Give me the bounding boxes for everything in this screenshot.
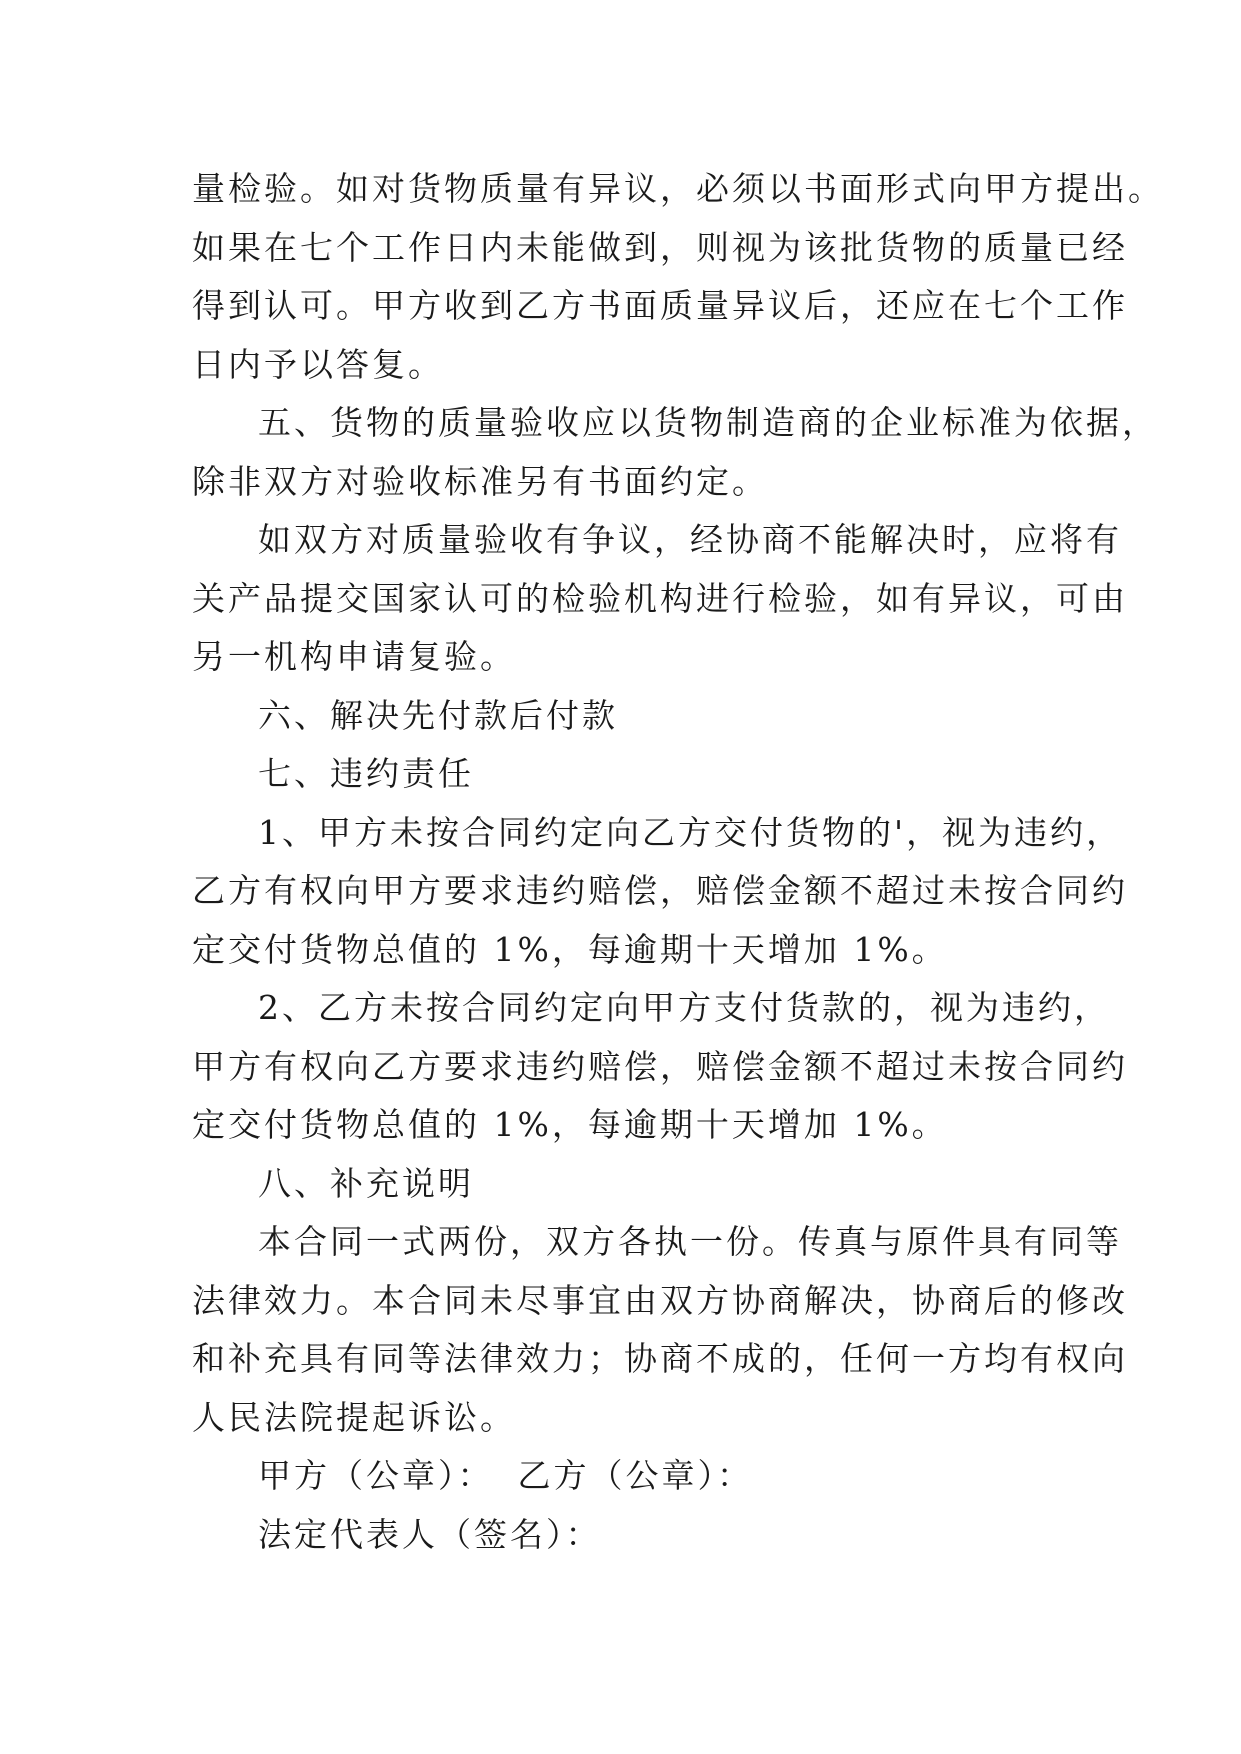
party-b-seal-label: 乙方（公章）：: [517, 1456, 753, 1495]
text-line: 日内予以答复。: [192, 344, 444, 384]
text-line: 定交付货物总值的 1%，每逾期十天增加 1%。: [192, 1105, 948, 1144]
heading-clause-six: [192, 687, 1052, 746]
text-line: 七、违约责任: [258, 754, 474, 793]
text-line: 法律效力。本合同未尽事宜由双方协商解决，协商后的修改: [192, 1280, 1128, 1320]
text-line: 如双方对质量验收有争议，经协商不能解决时，应将有: [258, 520, 1122, 559]
text-line: 八、补充说明: [258, 1163, 474, 1203]
text-line: 如果在七个工作日内未能做到，则视为该批货物的质量已经: [192, 227, 1128, 267]
text-line: 得到认可。甲方收到乙方书面质量异议后，还应在七个工作: [192, 286, 1128, 325]
text-line: 量检验。如对货物质量有异议，必须以书面形式向甲方提出。: [192, 169, 1164, 208]
heading-clause-seven: [192, 745, 1052, 804]
paragraph-quality-inspection: [192, 160, 1164, 394]
text-line: 甲方有权向乙方要求违约赔偿，赔偿金额不超过未按合同约: [192, 1046, 1128, 1086]
legal-representative-line: [192, 1506, 1052, 1565]
heading-clause-eight: [192, 1155, 1052, 1214]
text-line: 六、解决先付款后付款: [258, 695, 618, 735]
text-line: 2、乙方未按合同约定向甲方支付货款的，视为违约，: [258, 988, 1110, 1027]
paragraph-breach-party-a: [192, 804, 1128, 980]
text-line: 和补充具有同等法律效力；协商不成的，任何一方均有权向: [192, 1339, 1128, 1378]
text-line: 乙方有权向甲方要求违约赔偿，赔偿金额不超过未按合同约: [192, 871, 1128, 910]
text-line: 定交付货物总值的 1%，每逾期十天增加 1%。: [192, 929, 948, 969]
paragraph-clause-five: [192, 394, 1158, 511]
text-line: 关产品提交国家认可的检验机构进行检验，如有异议，可由: [192, 578, 1128, 618]
paragraph-dispute: [192, 511, 1128, 687]
text-line: 另一机构申请复验。: [192, 637, 516, 676]
legal-rep-label: 法定代表人（签名）：: [258, 1514, 602, 1554]
party-a-seal-label: 甲方（公章）：: [258, 1456, 494, 1495]
text-line: 五、货物的质量验收应以货物制造商的企业标准为依据，: [258, 403, 1158, 442]
document-body: [192, 160, 1164, 1564]
signature-seal-line: [192, 1447, 1052, 1506]
text-line: 本合同一式两份，双方各执一份。传真与原件具有同等: [258, 1222, 1122, 1261]
paragraph-supplementary: [192, 1213, 1128, 1447]
text-line: 人民法院提起诉讼。: [192, 1397, 516, 1437]
text-line: 除非双方对验收标准另有书面约定。: [192, 461, 768, 501]
text-line: 1、甲方未按合同约定向乙方交付货物的'，视为违约，: [258, 812, 1123, 852]
paragraph-breach-party-b: [192, 979, 1128, 1155]
